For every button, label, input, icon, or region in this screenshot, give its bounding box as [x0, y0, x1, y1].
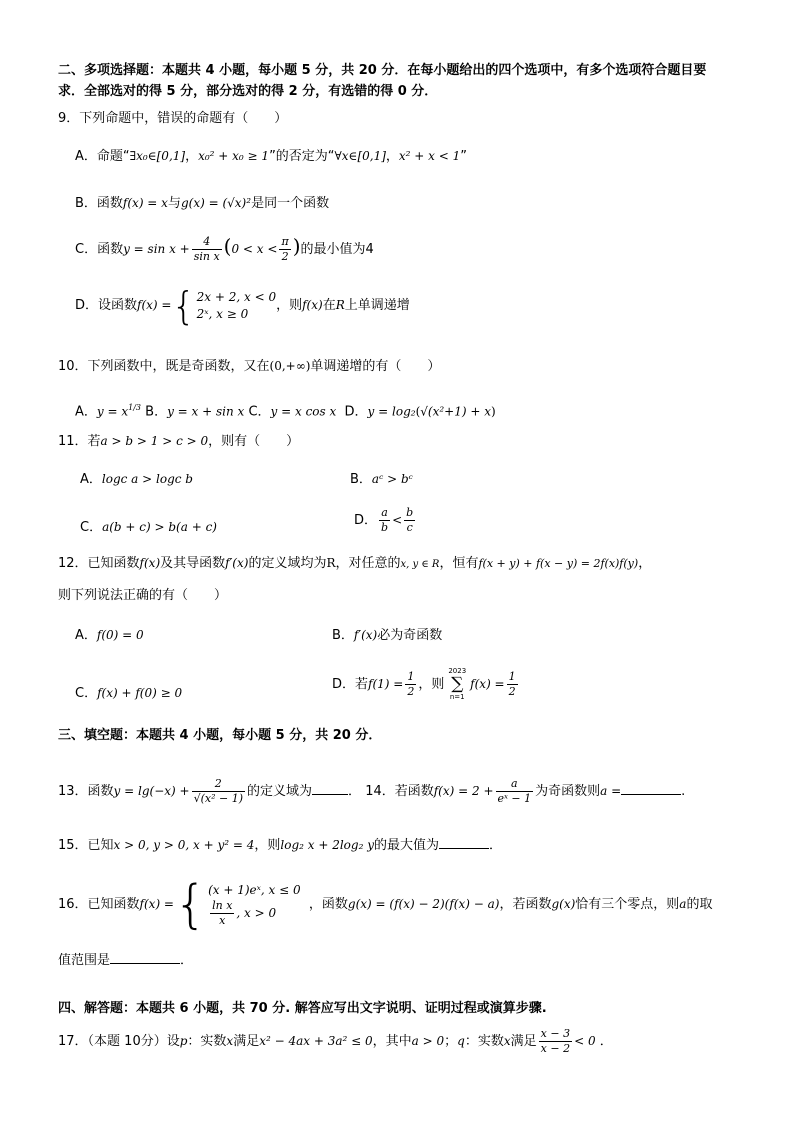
- q17-s3: ；: [444, 1034, 458, 1049]
- q10-stem: [58, 357, 440, 376]
- q9-c-pi-fraction: [279, 235, 290, 264]
- q11-cond: a > b > 1 > c > 0: [100, 434, 209, 448]
- q17-a0: a > 0: [411, 1034, 445, 1048]
- q16-line1: 16．已知函数f(x) ={ (x + 1)eˣ, x ≤ 0 $\frac{\text{ln x}}{x}$ , x > 0 ，函数g(x) = (f(x) − 2)(f(x) − a)，若函数g(x)恰有三个零点，则a的取: [58, 874, 713, 935]
- q9-c-expr: y = sin x +: [123, 242, 190, 256]
- q9-c-cond: 0 < x <: [231, 242, 278, 256]
- q17-colon2: ：实数: [464, 1034, 504, 1049]
- q15-line: [58, 836, 502, 855]
- q12-fp: f′(x): [225, 556, 249, 570]
- q9-stem: 9．下列命题中，错误的命题有（ ）: [58, 111, 288, 126]
- q10-stem-b: 单调递增的有（ ）: [310, 359, 441, 374]
- q11-d-lt: <: [392, 513, 403, 527]
- q17-colon1: ：实数: [187, 1034, 227, 1049]
- q9-a-expr3: ∀x∈[0,1]: [334, 149, 386, 163]
- q12-d-half1: [405, 670, 416, 699]
- q9-a-expr2: x₀² + x₀ ≥ 1: [198, 149, 270, 163]
- q17-lt0: < 0: [574, 1034, 596, 1048]
- q13-answer-blank[interactable]: [312, 794, 348, 795]
- q12-xy: x, y ∈ R: [400, 559, 440, 570]
- q9-a-expr1: ∃x₀∈[0,1]: [129, 149, 186, 163]
- q13-label: 13．函数: [58, 784, 114, 799]
- q10-a-label: A．: [75, 404, 97, 420]
- q14-a: a =: [600, 784, 622, 798]
- q11-a-expr: logc a > logc b: [101, 472, 193, 486]
- q13-blank-end: ．: [348, 784, 362, 799]
- q16-answer-blank[interactable]: [110, 963, 180, 964]
- q9-a-end: ”: [460, 149, 468, 164]
- q10-interval: (0,+∞): [269, 359, 311, 373]
- q17-den: x − 2: [540, 1042, 571, 1055]
- q11-a-label: A．: [80, 472, 102, 487]
- q12-c-expr: f(x) + f(0) ≥ 0: [97, 686, 183, 700]
- q12-a-label: A．: [75, 628, 97, 643]
- q12-stem-c: 的定义域均为: [248, 556, 327, 571]
- q15-expr: log₂ x + 2log₂ y: [280, 838, 374, 852]
- q10-d-label: D．: [344, 404, 368, 420]
- q12-d-label: D．若: [332, 677, 369, 692]
- q12-c-label: C．: [75, 686, 98, 701]
- q9-a-mid: ”的否定为“: [269, 149, 335, 164]
- q14-end: 为奇函数则: [535, 784, 601, 799]
- q9-b-mid: 与: [167, 196, 181, 211]
- q12-d-half2: [507, 670, 518, 699]
- q12-b-label: B．: [332, 628, 354, 643]
- q9-b-g: g(x) = (√x)²: [180, 196, 252, 210]
- q9-c-two: 2: [281, 250, 289, 263]
- q11-d-n1: a: [379, 506, 390, 521]
- q9-d-label: D．设函数: [75, 298, 138, 313]
- q12-d-sum: [446, 667, 468, 702]
- q16-a: a: [679, 897, 687, 911]
- q12-option-c: [75, 684, 182, 703]
- q12-d-fx: f(x) =: [470, 677, 505, 691]
- q9-c-num: 4: [192, 235, 222, 250]
- q15-end: 的最大值为: [373, 838, 439, 853]
- q17-fraction: [539, 1027, 572, 1056]
- q11-d-frac1: [379, 506, 390, 535]
- q12-stem-e: ，恒有: [439, 556, 479, 571]
- q12-f: f(x): [139, 556, 161, 570]
- q16-line2: [58, 952, 193, 970]
- q12-option-a: [75, 626, 144, 645]
- q10-stem-a: 10．下列函数中，既是奇函数，又在: [58, 359, 270, 374]
- q11-c-expr: a(b + c) > b(a + c): [102, 520, 217, 534]
- q12-d-mid: ，则: [418, 677, 445, 692]
- q13-y: y = lg(−x) +: [113, 784, 190, 798]
- q9-b-f: f(x) = x: [122, 196, 168, 210]
- q12-d-sigma: ∑: [451, 674, 464, 694]
- q11-stem-b: ，则有（ ）: [208, 434, 300, 449]
- q9-d-case2: 2ˣ, x ≥ 0: [196, 306, 249, 321]
- q9-d-mid: ，则: [276, 298, 303, 313]
- q9-d-in: 在: [322, 298, 336, 313]
- q12-eq: f(x + y) + f(x − y) = 2f(x)f(y): [478, 557, 639, 570]
- q12-stem-d: ，对任意的: [335, 556, 401, 571]
- q9-c-den: sin x: [193, 250, 220, 263]
- q17-num: x − 3: [540, 1027, 571, 1040]
- q17-line: [58, 1022, 613, 1061]
- q13-q14-line: [58, 772, 685, 811]
- q17-s1: 满足: [233, 1034, 260, 1049]
- q9-d-case1: 2x + 2, x < 0: [196, 289, 277, 304]
- q12-d-half1d: 2: [407, 685, 415, 698]
- q12-d-bot: n=1: [449, 693, 465, 701]
- q14-fraction: [496, 777, 534, 806]
- q11-d-d2: c: [406, 521, 413, 534]
- q17-x1: x: [226, 1034, 234, 1048]
- q16-end: 的取: [686, 897, 713, 912]
- q12-option-d: [332, 662, 520, 707]
- q11-stem-a: 11．若: [58, 434, 101, 449]
- q16-case2-frac: [210, 899, 234, 928]
- q12-stem-a: 12．已知函数: [58, 556, 140, 571]
- q17-q: q: [457, 1034, 465, 1048]
- q16-gx: g(x): [551, 897, 576, 911]
- q9-a-expr4: x² + x < 1: [398, 149, 461, 163]
- q16-label: 16．已知函数: [58, 897, 140, 912]
- q12-d-half2d: 2: [508, 685, 516, 698]
- q11-option-b: [350, 470, 413, 489]
- q16-case2d: x: [219, 913, 226, 927]
- q12-d-top: 2023: [448, 667, 467, 675]
- q9-c-pi: π: [281, 235, 289, 248]
- q10-d-expr: y = log₂: [367, 404, 416, 419]
- q14-num: a: [496, 777, 534, 792]
- q11-d-frac2: [404, 506, 415, 535]
- q17-s2: ，其中: [372, 1034, 412, 1049]
- q9-d-fx: f(x): [302, 298, 323, 312]
- q9-c-fraction: [192, 235, 222, 264]
- q12-stem-f: ，: [638, 556, 652, 571]
- q11-b-expr: aᶜ > bᶜ: [371, 472, 413, 486]
- q9-option-c: C．函数y = sin x + $\frac{4}{\text{sin x}}$ (0 < x < $\frac{\pi}{2}$ )的最小值为4: [75, 234, 374, 263]
- q9-b-end: 是同一个函数: [251, 196, 330, 211]
- q12-stem-b: 及其导函数: [160, 556, 226, 571]
- q10-b-label: B．: [145, 404, 168, 420]
- q16-case2c: , x > 0: [236, 905, 277, 920]
- q11-option-d: [354, 502, 417, 539]
- q9-c-end: 的最小值为4: [300, 242, 374, 257]
- q14-den: eˣ − 1: [497, 792, 532, 805]
- q17-s4: 满足: [510, 1034, 537, 1049]
- q10-a-exp: 1/3: [128, 403, 142, 412]
- q14-answer-blank[interactable]: [621, 794, 681, 795]
- q10-b-expr: y = x + sin x: [167, 404, 245, 419]
- q11-d-n2: b: [406, 506, 414, 519]
- q16-line2-end: ．: [180, 953, 194, 968]
- q12-d-half2n: 1: [508, 670, 516, 683]
- q10-c-label: C．: [248, 404, 271, 420]
- q12-d-half1n: 1: [407, 670, 415, 683]
- q15-blank-end: ．: [489, 838, 503, 853]
- q15-answer-blank[interactable]: [439, 848, 489, 849]
- q16-g: g(x) = (f(x) − 2)(f(x) − a): [347, 897, 500, 911]
- q12-d-f1: f(1) =: [368, 677, 404, 691]
- q12-option-b: [332, 626, 442, 645]
- q17-x2: x: [503, 1034, 511, 1048]
- q16-f: f(x) =: [139, 897, 174, 911]
- q9-d-end: 上单调递增: [344, 298, 410, 313]
- section-2-title-line2: 求．全部选对的得 5 分，部分选对的得 2 分，有选错的得 0 分．: [58, 84, 438, 99]
- q16-mid2: ，若函数: [499, 897, 552, 912]
- q12-stem: [58, 554, 651, 574]
- q17-end: ．: [599, 1034, 613, 1049]
- q10-d-arg: √(x²+1) + x: [420, 404, 491, 419]
- q17-ineq: x² − 4ax + 3a² ≤ 0: [259, 1034, 373, 1048]
- q14-f: f(x) = 2 +: [433, 784, 494, 798]
- q16-case2n: ln x: [212, 898, 233, 912]
- q11-d-d1: b: [381, 521, 389, 534]
- q16-mid3: 恰有三个零点，则: [575, 897, 680, 912]
- q12-stem-line2: 则下列说法正确的有（ ）: [58, 588, 228, 603]
- q9-a-label: A．命题: [75, 149, 123, 164]
- q9-d-cases: [197, 289, 276, 323]
- q14-label: 14．若函数: [365, 784, 434, 799]
- q11-b-label: B．: [350, 472, 372, 487]
- q10-c-expr: y = x cos x: [270, 404, 337, 419]
- q15-mid: ，则: [254, 838, 281, 853]
- q10-options: A．$y = x^{1/3}$ B．y = x + sin x C．y = x cos x D．y = log₂(√(x²+1) + x): [75, 403, 496, 420]
- q12-R: R: [326, 556, 336, 570]
- q9-option-d: D．设函数f(x) ={ 2x + 2, x < 0 2ˣ, x ≥ 0 ，则f(x)在R上单调递增: [75, 283, 410, 328]
- q15-label: 15．已知: [58, 838, 114, 853]
- q13-end: 的定义域为: [247, 784, 313, 799]
- q14-blank-end: .: [681, 784, 686, 799]
- q9-b-label: B．函数: [75, 196, 123, 211]
- q11-d-label: D．: [354, 513, 378, 528]
- q9-d-f: f(x) =: [137, 298, 172, 312]
- q13-num: 2: [192, 777, 245, 792]
- q12-b-end: 必为奇函数: [377, 628, 443, 643]
- q11-option-c: [80, 518, 217, 537]
- q15-cond: x > 0, y > 0, x + y² = 4: [113, 838, 255, 852]
- section-3-title: 三、填空题：本题共 4 小题，每小题 5 分，共 20 分．: [58, 728, 382, 743]
- q9-d-R: R: [335, 298, 345, 312]
- q10-a-expr: y = x: [96, 404, 129, 419]
- q13-den: √(x² − 1): [193, 792, 244, 805]
- q16-mid1: ，函数: [308, 897, 348, 912]
- q16-cases: [208, 882, 301, 928]
- q16-line2-text: 值范围是: [58, 953, 111, 968]
- q12-a-expr: f(0) = 0: [96, 628, 144, 642]
- q9-option-b: [75, 194, 329, 213]
- section-4-title: 四、解答题：本题共 6 小题，共 70 分. 解答应写出文字说明、证明过程或演算步骤.: [58, 1001, 547, 1016]
- q11-option-a: [80, 470, 193, 489]
- section-2-title-line1: 二、多项选择题：本题共 4 小题，每小题 5 分，共 20 分．在每小题给出的四个选项中，有多个选项符合题目要: [58, 63, 707, 78]
- q16-case1: (x + 1)eˣ, x ≤ 0: [208, 882, 301, 897]
- q9-c-label: C．函数: [75, 242, 124, 257]
- q17-p: p: [179, 1034, 188, 1048]
- q11-c-label: C．: [80, 520, 103, 535]
- q13-fraction: [192, 777, 245, 806]
- q11-stem: [58, 432, 299, 451]
- q17-label: 17．（本题 10分）设: [58, 1034, 180, 1049]
- q12-b-expr: f′(x): [353, 628, 378, 642]
- q9-option-a: A．命题“∃x₀∈[0,1]，x₀² + x₀ ≥ 1”的否定为“∀x∈[0,1]，x² + x < 1”: [75, 149, 468, 164]
- q9-a-quote: “: [122, 149, 130, 164]
